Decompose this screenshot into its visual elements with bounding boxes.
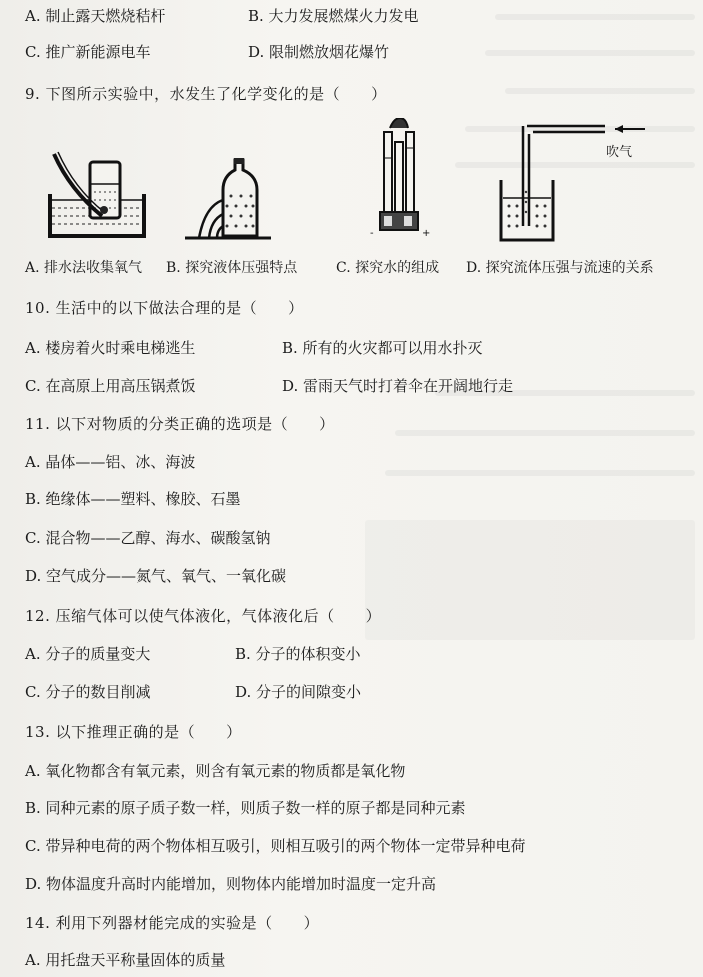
option-d-top: D. 限制燃放烟花爆竹: [248, 43, 390, 61]
figure-d-fluid-pressure: [495, 118, 655, 248]
q10-option-d: D. 雷雨天气时打着伞在开阔地行走: [282, 377, 514, 395]
q13-option-a: A. 氧化物都含有氧元素，则含有氧元素的物质都是氧化物: [25, 762, 406, 780]
q9-caption-a: A. 排水法收集氧气: [25, 260, 143, 276]
option-b-top: B. 大力发展燃煤火力发电: [248, 7, 419, 25]
question-9-stem: 9. 下图所示实验中，水发生了化学变化的是（ ）: [25, 85, 387, 103]
q12-option-c: C. 分子的数目削减: [25, 683, 151, 701]
bleed-through-mark: [385, 470, 695, 476]
q11-option-a: A. 晶体——铝、冰、海波: [25, 453, 196, 471]
figure-c-electrolysis: [370, 118, 430, 242]
q13-option-b: B. 同种元素的原子质子数一样，则质子数一样的原子都是同种元素: [25, 799, 466, 817]
question-14-stem: 14. 利用下列器材能完成的实验是（ ）: [25, 914, 320, 932]
q13-option-d: D. 物体温度升高时内能增加，则物体内能增加时温度一定升高: [25, 875, 437, 893]
q11-option-d: D. 空气成分——氮气、氧气、一氧化碳: [25, 567, 287, 585]
option-c-top: C. 推广新能源电车: [25, 43, 151, 61]
question-11-stem: 11. 以下对物质的分类正确的选项是（ ）: [25, 415, 335, 433]
blow-label: 吹气: [606, 145, 633, 160]
q10-option-c: C. 在高原上用高压锅煮饭: [25, 377, 196, 395]
question-12-stem: 12. 压缩气体可以使气体液化，气体液化后（ ）: [25, 607, 382, 625]
question-10-stem: 10. 生活中的以下做法合理的是（ ）: [25, 299, 304, 317]
option-a-top: A. 制止露天燃烧秸杆: [25, 7, 166, 25]
q13-option-c: C. 带异种电荷的两个物体相互吸引，则相互吸引的两个物体一定带异种电荷: [25, 837, 526, 855]
q11-option-c: C. 混合物——乙醇、海水、碳酸氢钠: [25, 529, 271, 547]
q9-caption-c: C. 探究水的组成: [336, 260, 440, 276]
question-13-stem: 13. 以下推理正确的是（ ）: [25, 723, 242, 741]
q12-option-b: B. 分子的体积变小: [235, 645, 361, 663]
svg-text:+: +: [422, 228, 430, 239]
bleed-through-mark: [505, 88, 695, 94]
q9-caption-d: D. 探究流体压强与流速的关系: [466, 260, 654, 276]
bleed-through-mark: [365, 520, 695, 640]
q14-option-a: A. 用托盘天平称量固体的质量: [25, 951, 226, 969]
bleed-through-mark: [395, 430, 695, 436]
svg-text:-: -: [370, 228, 374, 239]
q12-option-a: A. 分子的质量变大: [25, 645, 151, 663]
q10-option-a: A. 楼房着火时乘电梯逃生: [25, 339, 196, 357]
q12-option-d: D. 分子的间隙变小: [235, 683, 362, 701]
q11-option-b: B. 绝缘体——塑料、橡胶、石墨: [25, 490, 241, 508]
bleed-through-mark: [485, 50, 695, 56]
figure-a-water-displacement: [40, 150, 150, 242]
q10-option-b: B. 所有的火灾都可以用水扑灭: [282, 339, 483, 357]
bleed-through-mark: [495, 14, 695, 20]
figure-b-bottle-jets: [185, 156, 271, 242]
q9-caption-b: B. 探究液体压强特点: [166, 260, 298, 276]
